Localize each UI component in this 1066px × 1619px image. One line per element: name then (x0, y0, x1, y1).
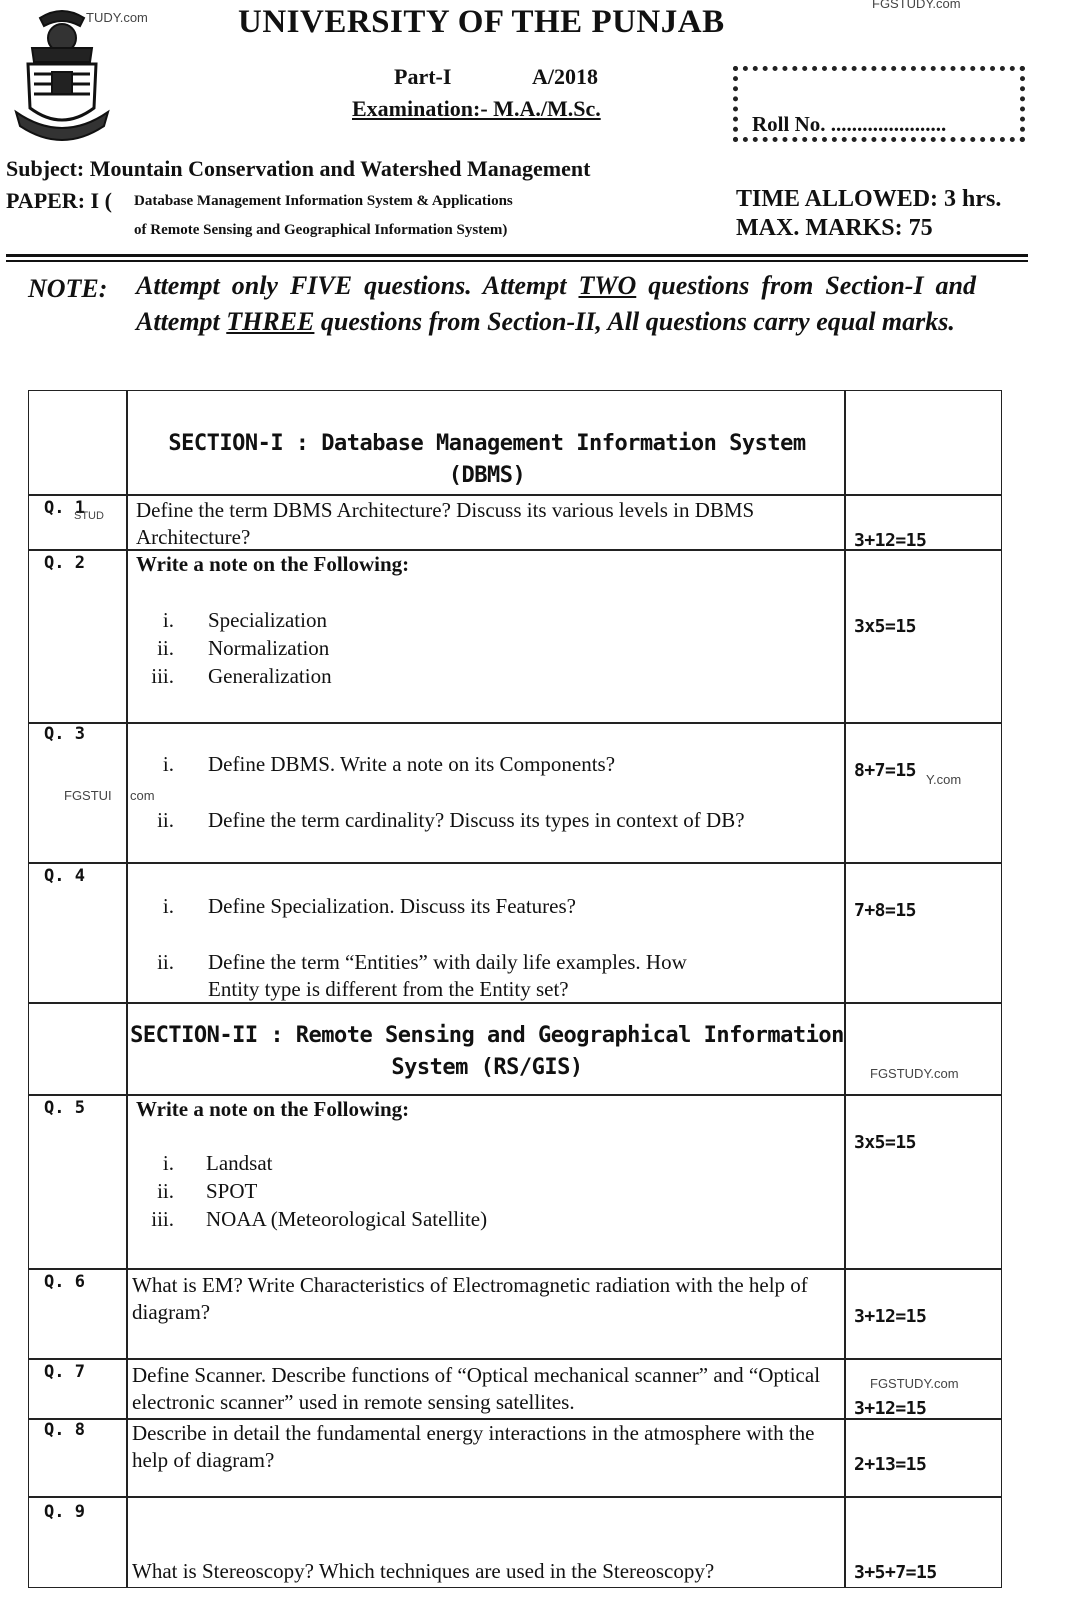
row-divider (28, 1496, 1002, 1498)
question-text: What is EM? Write Characteristics of Electromagnetic radiation with the help of diagram? (132, 1273, 808, 1324)
list-marker: iii. (151, 664, 174, 688)
row-divider (28, 1268, 1002, 1270)
paper-description-line1: Database Management Information System & Applications (134, 193, 513, 209)
question-number: Q. 9 (44, 1502, 85, 1522)
row-divider (28, 494, 1002, 496)
list-item: Specialization (208, 608, 327, 632)
header-divider (6, 260, 1028, 262)
question-number: Q. 2 (44, 553, 85, 573)
watermark: TUDY.com (86, 10, 148, 25)
watermark: FGSTUDY.com (872, 0, 961, 11)
subject-line: Subject: Mountain Conservation and Watershed Management (6, 156, 591, 181)
list-item: Entity type is different from the Entity set? (208, 977, 569, 1001)
question-marks: 7+8=15 (854, 900, 917, 921)
table-divider (126, 390, 128, 1588)
note-label: NOTE: (28, 274, 108, 303)
question-number: Q. 7 (44, 1362, 85, 1382)
examination-label: Examination:- M.A./M.Sc. (352, 96, 601, 121)
question-marks: 3+12=15 (854, 530, 927, 551)
question-number: Q. 5 (44, 1098, 85, 1118)
question-marks: 3x5=15 (854, 616, 917, 637)
question-number: Q. 1 (44, 498, 85, 518)
list-item: Define Specialization. Discuss its Features? (208, 894, 576, 918)
list-marker: ii. (157, 636, 174, 660)
watermark: Y.com (926, 772, 962, 787)
header-divider (6, 254, 1028, 257)
question-text: Define the term DBMS Architecture? Discuss its various levels in DBMS Architecture? (136, 498, 755, 549)
list-marker: ii. (157, 1179, 174, 1203)
question-number: Q. 4 (44, 866, 85, 886)
question-marks: 8+7=15 (854, 760, 917, 781)
question-heading: Write a note on the Following: (136, 1097, 410, 1121)
question-marks: 2+13=15 (854, 1454, 927, 1475)
list-marker: i. (162, 752, 174, 776)
list-item: NOAA (Meteorological Satellite) (206, 1207, 488, 1231)
watermark: FGSTUDY.com (870, 1066, 959, 1081)
watermark: FGSTUDY.com (870, 1376, 959, 1391)
list-marker: i. (162, 1151, 174, 1175)
question-marks: 3+12=15 (854, 1398, 927, 1419)
question-number: Q. 8 (44, 1420, 85, 1440)
watermark: STUD (74, 510, 104, 522)
question-number: Q. 3 (44, 724, 85, 744)
note-instructions: Attempt only FIVE questions. Attempt TWO questions from Section-I and Attempt THREE questions from Section-II, All questions carry equal marks. (136, 271, 976, 336)
row-divider (28, 1094, 1002, 1096)
part-label: Part-I (394, 64, 452, 89)
question-marks: 3x5=15 (854, 1132, 917, 1153)
row-divider (28, 722, 1002, 724)
university-crest-logo (10, 4, 114, 144)
section-2-title: SECTION-II : Remote Sensing and Geographical Information System (RS/GIS) (130, 1023, 844, 1080)
list-item: Landsat (206, 1151, 273, 1175)
table-divider (844, 390, 846, 1588)
question-marks: 3+5+7=15 (854, 1562, 937, 1583)
row-divider (28, 862, 1002, 864)
list-item: Normalization (208, 636, 330, 660)
list-marker: ii. (157, 950, 174, 974)
list-item: Define DBMS. Write a note on its Components? (208, 752, 616, 776)
paper-label: PAPER: I ( (6, 188, 112, 213)
list-item: Define the term cardinality? Discuss its types in context of DB? (208, 808, 745, 832)
university-title: UNIVERSITY OF THE PUNJAB (238, 4, 725, 40)
list-marker: ii. (157, 808, 174, 832)
list-marker: i. (162, 894, 174, 918)
question-marks: 3+12=15 (854, 1306, 927, 1327)
roll-number-field: Roll No. ...................... (752, 112, 947, 136)
max-marks: MAX. MARKS: 75 (736, 215, 933, 241)
watermark: FGSTUI (64, 788, 112, 803)
section-1-title: SECTION-I : Database Management Information System (DBMS) (168, 431, 806, 488)
list-item: Generalization (208, 664, 332, 688)
question-text: What is Stereoscopy? Which techniques are used in the Stereoscopy? (132, 1559, 715, 1583)
question-number: Q. 6 (44, 1272, 85, 1292)
exam-year: A/2018 (532, 64, 598, 89)
watermark: com (130, 788, 155, 803)
question-text: Describe in detail the fundamental energy interactions in the atmosphere with the help of diagram? (132, 1421, 815, 1472)
time-allowed: TIME ALLOWED: 3 hrs. (736, 186, 1002, 212)
list-item: SPOT (206, 1179, 258, 1203)
question-heading: Write a note on the Following: (136, 552, 410, 576)
list-item: Define the term “Entities” with daily life examples. How (208, 950, 687, 974)
list-marker: iii. (151, 1207, 174, 1231)
list-marker: i. (162, 608, 174, 632)
row-divider (28, 1358, 1002, 1360)
paper-description-line2: of Remote Sensing and Geographical Information System) (134, 222, 508, 238)
question-text: Define Scanner. Describe functions of “Optical mechanical scanner” and “Optical electronic scanner” used in remote sensing satellites. (132, 1363, 821, 1414)
row-divider (28, 1002, 1002, 1004)
